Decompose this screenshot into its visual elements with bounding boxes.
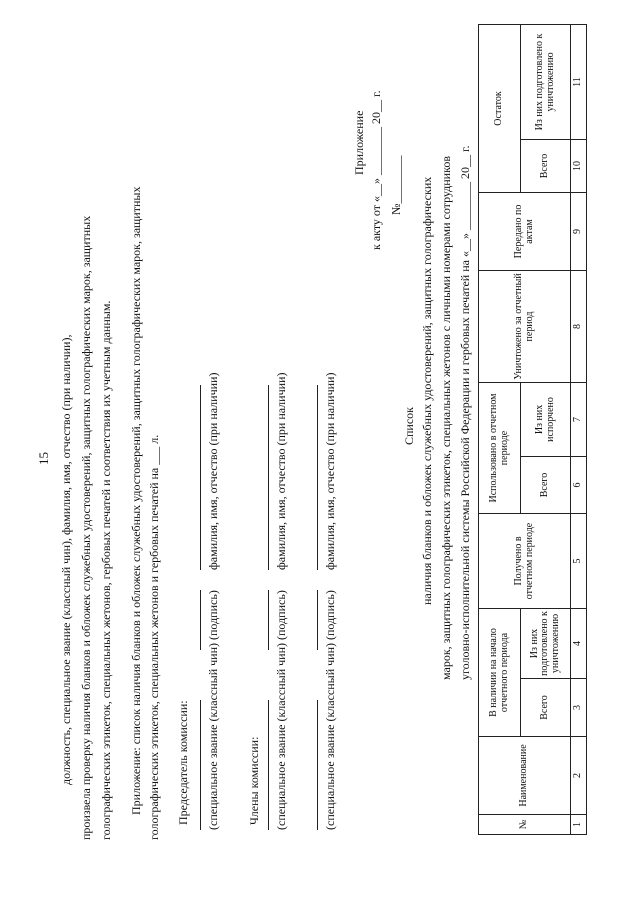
appendix-line-2: голографических этикеток, специальных жетонов и гербовых печатей на ___ л. [147, 434, 161, 840]
column-number-cell: 9 [571, 192, 587, 270]
column-number-cell: 11 [571, 24, 587, 139]
member1-name-caption: фамилия, имя, отчество (при наличии) [274, 372, 288, 570]
member1-rank-line [268, 700, 269, 830]
chair-name-line [200, 385, 201, 570]
list-title-line-4: уголовно-исполнительной системы Российской Федерации и гербовых печатей на «__» ________ 20__ г. [458, 145, 472, 680]
header-used-spoiled: Из них испорчено [521, 382, 571, 456]
page-number: 15 [36, 452, 51, 465]
member2-name-caption: фамилия, имя, отчество (при наличии) [323, 372, 337, 570]
column-number-cell: 8 [571, 270, 587, 382]
column-number-cell: 7 [571, 382, 587, 456]
header-rest: Остаток [479, 24, 521, 192]
commission-chair-label: Председатель комиссии: [176, 700, 190, 825]
attachment-label: Приложение [352, 110, 366, 175]
header-used-total: Всего [521, 456, 571, 513]
column-number-cell: 6 [571, 456, 587, 513]
header-rest-total: Всего [521, 139, 571, 192]
column-number-cell: 5 [571, 513, 587, 608]
header-received: Получено в отчетном периоде [479, 513, 571, 608]
appendix-line-1: Приложение: список наличия бланков и обложек служебных удостоверений, защитных голографических марок, защитных [129, 186, 143, 815]
commission-members-label: Члены комиссии: [247, 736, 261, 825]
chair-signature-line [200, 590, 201, 650]
act-text-line-2: произвела проверку наличия бланков и обложек служебных удостоверений, защитных голографических марок, защитных [79, 215, 93, 840]
list-title: Список [402, 406, 416, 445]
chair-name-caption: фамилия, имя, отчество (при наличии) [206, 372, 220, 570]
act-text-line-3: голографических этикеток, специальных жетонов, гербовых печатей и соответствия их учетным данным. [99, 300, 113, 840]
column-number-cell: 3 [571, 679, 587, 737]
member1-signature-caption: (подпись) [274, 590, 288, 640]
member2-signature-line [317, 590, 318, 650]
header-begin-total: Всего [521, 679, 571, 737]
column-number-cell: 1 [571, 815, 587, 835]
list-title-line-3: марок, защитных голографических этикеток, специальных жетонов с личными номерами сотрудников [439, 156, 453, 680]
header-destroyed: Уничтожено за отчетный период [479, 270, 571, 382]
chair-signature-caption: (подпись) [206, 590, 220, 640]
chair-rank-line [200, 700, 201, 830]
header-begin: В наличии на начало отчетного периода [479, 608, 521, 736]
header-used: Использовано в отчетном периоде [479, 382, 521, 513]
chair-rank-caption: (специальное звание (классный чин) [206, 642, 220, 830]
header-name: Наименование [479, 737, 571, 815]
member2-rank-caption: (специальное звание (классный чин) [323, 642, 337, 830]
attachment-act-number: №________ [389, 155, 403, 215]
member1-signature-line [268, 590, 269, 650]
member1-rank-caption: (специальное звание (классный чин) [274, 642, 288, 830]
header-transferred: Передано по актам [479, 192, 571, 270]
column-number-cell: 4 [571, 608, 587, 678]
act-text-line-1: должность, специальное звание (классный чин), фамилия, имя, отчество (при наличии), [59, 334, 73, 785]
column-number-cell: 10 [571, 139, 587, 192]
header-begin-prepared: Из них подготовлено к уничтожению [521, 608, 571, 678]
header-no: № [479, 815, 571, 835]
member1-name-line [268, 385, 269, 570]
column-number-cell: 2 [571, 737, 587, 815]
header-rest-prepared: Из них подготовлено к уничтожению [521, 24, 571, 139]
member2-name-line [317, 385, 318, 570]
attachment-act-date: к акту от «__» ________ 20__ г. [369, 90, 383, 250]
member2-rank-line [317, 700, 318, 830]
member2-signature-caption: (подпись) [323, 590, 337, 640]
list-title-line-2: наличия бланков и обложек служебных удостоверений, защитных голографических [420, 176, 434, 605]
inventory-table [478, 24, 587, 835]
